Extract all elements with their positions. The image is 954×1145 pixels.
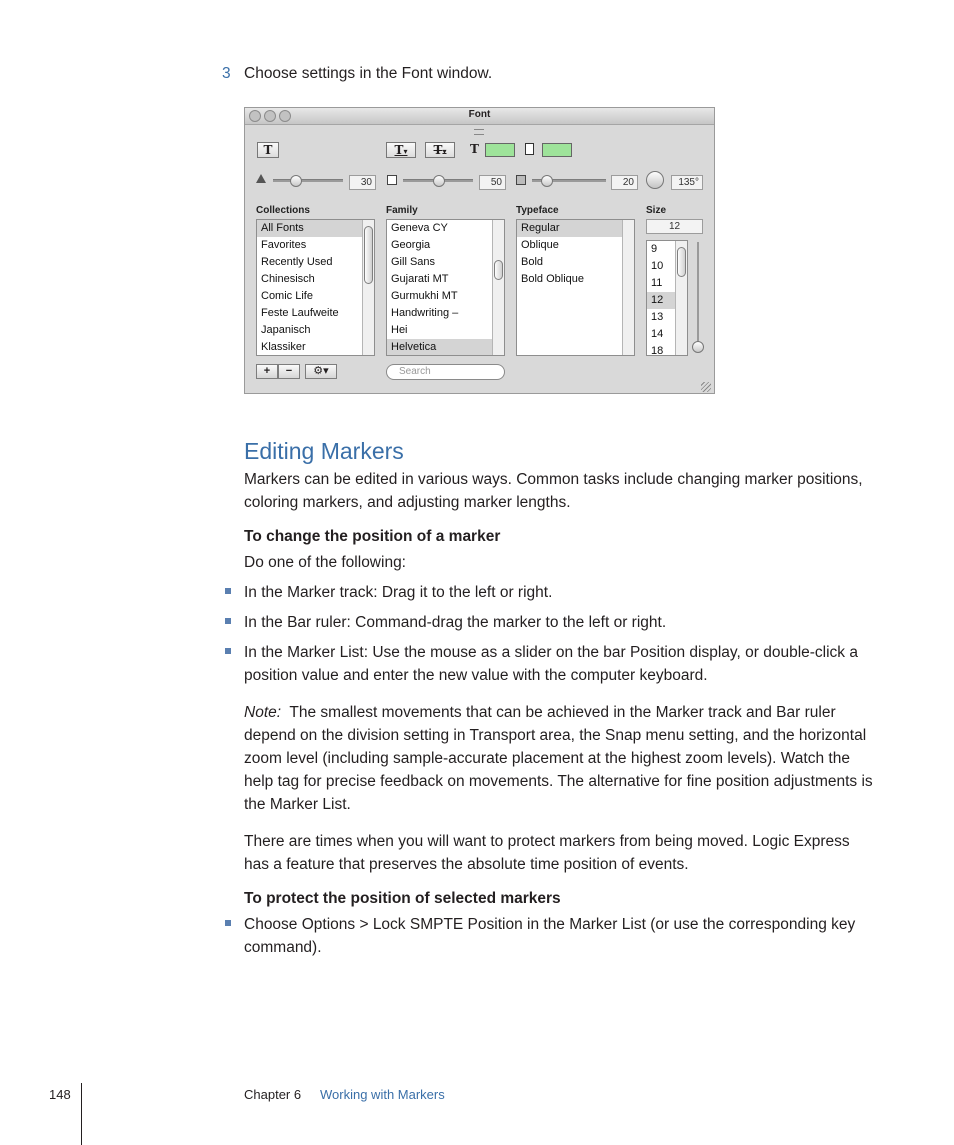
shadow-blur-value[interactable]: 50 (479, 175, 506, 190)
list-item[interactable]: 9 (651, 243, 658, 255)
shadow-offset-icon (516, 175, 526, 185)
list-item[interactable]: 12 (647, 292, 687, 309)
list-item[interactable]: Favorites (261, 239, 307, 251)
list-item[interactable]: 14 (651, 328, 664, 340)
list-item[interactable]: Comic Life (261, 290, 313, 302)
size-slider-track[interactable] (697, 242, 699, 346)
family-header: Family (386, 205, 418, 216)
page-number: 148 (49, 1087, 71, 1102)
resize-grip-icon[interactable] (701, 382, 711, 392)
list-item[interactable]: Chinesisch (261, 273, 315, 285)
chevron-down-icon: ▾ (403, 146, 408, 156)
list-item[interactable]: Recently Used (261, 256, 333, 268)
typeface-header: Typeface (516, 205, 559, 216)
step-text: Choose settings in the Font window. (244, 65, 493, 82)
task1-lead: Do one of the following: (244, 554, 406, 571)
step-number: 3 (222, 65, 231, 82)
protect-paragraph: There are times when you will want to protect markers from being moved. Logic Express has a feature that preserves the absolute time position of events. (244, 833, 850, 873)
list-item[interactable]: Handwriting – (391, 307, 459, 319)
section-heading: Editing Markers (244, 438, 404, 464)
document-color-swatch[interactable] (542, 143, 572, 157)
gear-icon[interactable]: ⚙▾ (305, 364, 337, 379)
task2-bullet: Choose Options > Lock SMPTE Position in the Marker List (or use the corresponding key command). (244, 916, 856, 956)
font-window (244, 107, 715, 394)
list-item[interactable]: 18 (651, 345, 664, 356)
shadow-opacity-track[interactable] (273, 179, 343, 182)
remove-collection-button[interactable]: − (278, 364, 300, 379)
typeface-list[interactable] (516, 219, 635, 356)
shadow-opacity-value[interactable]: 30 (349, 175, 376, 190)
footer-rule (81, 1083, 82, 1145)
shadow-offset-value[interactable]: 20 (611, 175, 638, 190)
list-item[interactable]: Gill Sans (391, 256, 436, 268)
search-input[interactable]: Search (386, 364, 505, 380)
font-window-title: Font (468, 109, 491, 120)
list-item[interactable]: Georgia (391, 239, 431, 251)
bullet-icon (225, 618, 231, 624)
scroll-thumb[interactable] (677, 247, 686, 277)
list-item[interactable]: Feste Laufweite (261, 307, 339, 319)
chapter-label: Chapter 6 (244, 1087, 302, 1102)
font-window-titlebar (245, 108, 714, 125)
text-shadow-button[interactable]: T (257, 142, 279, 158)
shadow-blur-knob[interactable] (433, 175, 445, 187)
intro-paragraph: Markers can be edited in various ways. Common tasks include changing marker positions, coloring markers, and adjusting marker lengths. (244, 471, 863, 511)
list-item[interactable]: Bold (521, 256, 544, 268)
list-item[interactable]: All Fonts (257, 220, 374, 237)
size-field[interactable]: 12 (646, 219, 703, 234)
shadow-opacity-icon (256, 174, 266, 183)
bullet-icon (225, 648, 231, 654)
shadow-angle-dial[interactable] (646, 171, 664, 189)
list-item[interactable]: 10 (651, 260, 664, 272)
list-item[interactable]: Hei (391, 324, 408, 336)
strikethrough-button[interactable]: T▾ (425, 142, 455, 158)
list-item[interactable]: Gujarati MT (391, 273, 449, 285)
add-collection-button[interactable]: + (256, 364, 278, 379)
typeface-scrollbar[interactable] (622, 220, 634, 355)
bullet-icon (225, 588, 231, 594)
underline-button[interactable]: T▾ (386, 142, 416, 158)
list-item[interactable]: Bold Oblique (521, 273, 584, 285)
text-color-swatch[interactable] (485, 143, 515, 157)
size-slider-knob[interactable] (692, 341, 704, 353)
scroll-thumb[interactable] (364, 226, 373, 284)
bullet-3: In the Marker List: Use the mouse as a slider on the bar Position display, or double-click a position value and enter the new value with the computer keyboard. (244, 644, 858, 684)
text-color-label: T (470, 142, 479, 156)
note-label: Note: (244, 704, 282, 721)
family-list[interactable] (386, 219, 505, 356)
list-item[interactable]: Oblique (521, 239, 559, 251)
list-item[interactable]: 13 (651, 311, 664, 323)
collections-header: Collections (256, 205, 310, 216)
size-scrollbar[interactable] (675, 241, 687, 355)
note-paragraph (244, 701, 876, 816)
note-text: The smallest movements that can be achieved in the Marker track and Bar ruler depend on the division setting in Transport area, the Snap menu setting, and the horizontal zoom level (including sample-accurate placement at the highest zoom levels). Watch the help tag for precise feedback on movements. The alternative for fine position adjustments is the Marker List. (244, 704, 873, 813)
list-item[interactable]: Geneva CY (391, 222, 448, 234)
scroll-thumb[interactable] (494, 260, 503, 280)
list-item[interactable]: Gurmukhi MT (391, 290, 458, 302)
list-item[interactable]: 11 (651, 277, 663, 289)
list-item[interactable]: Helvetica (387, 339, 504, 356)
drawer-handle-icon[interactable] (474, 129, 484, 135)
shadow-angle-value[interactable]: 135° (671, 175, 703, 190)
chapter-title: Working with Markers (320, 1087, 445, 1102)
shadow-opacity-knob[interactable] (290, 175, 302, 187)
shadow-blur-icon (387, 175, 397, 185)
list-item[interactable]: Japanisch (261, 324, 311, 336)
family-scrollbar[interactable] (492, 220, 504, 355)
task1-title: To change the position of a marker (244, 528, 501, 545)
size-header: Size (646, 205, 667, 216)
chevron-down-icon: ▾ (442, 146, 447, 156)
collections-scrollbar[interactable] (362, 220, 374, 355)
task2-title: To protect the position of selected markers (244, 890, 561, 907)
document-icon (525, 143, 534, 155)
size-list[interactable] (646, 240, 688, 356)
list-item[interactable]: Regular (517, 220, 634, 237)
collections-list[interactable] (256, 219, 375, 356)
bullet-icon (225, 920, 231, 926)
list-item[interactable]: Klassiker (261, 341, 306, 353)
bullet-2: In the Bar ruler: Command-drag the marker to the left or right. (244, 614, 667, 631)
shadow-offset-knob[interactable] (541, 175, 553, 187)
bullet-1: In the Marker track: Drag it to the left or right. (244, 584, 553, 601)
